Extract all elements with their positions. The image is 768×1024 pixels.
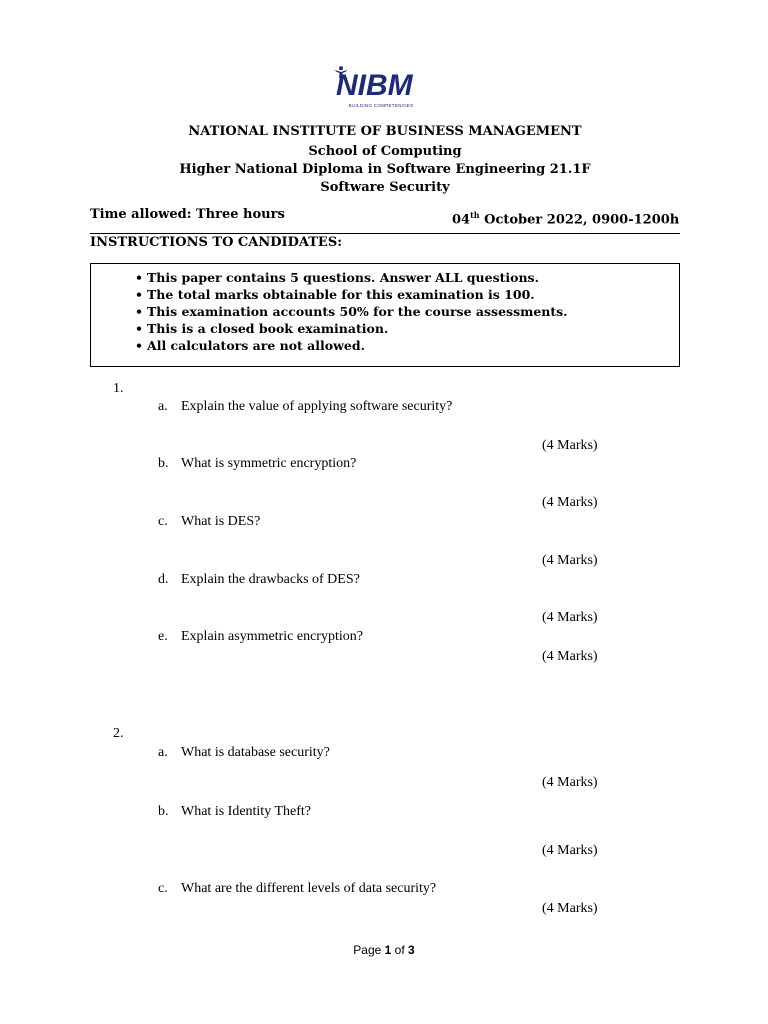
- instruction-item: • This is a closed book examination.: [135, 320, 568, 337]
- instruction-item: • The total marks obtainable for this examination is 100.: [135, 286, 568, 303]
- exam-date: 04th October 2022, 0900-1200h: [452, 210, 680, 228]
- instruction-item: • All calculators are not allowed.: [135, 337, 568, 354]
- logo-wordmark: NIBM: [336, 69, 413, 102]
- instructions-heading: INSTRUCTIONS TO CANDIDATES:: [90, 235, 343, 250]
- marks-label: (4 Marks): [542, 901, 598, 916]
- question-part: b. What is Identity Theft?: [158, 804, 311, 819]
- marks-label: (4 Marks): [542, 553, 598, 568]
- subject-name: Software Security: [320, 180, 450, 195]
- marks-label: (4 Marks): [542, 495, 598, 510]
- marks-label: (4 Marks): [542, 649, 598, 664]
- institute-name: NATIONAL INSTITUTE OF BUSINESS MANAGEMENT: [188, 124, 582, 139]
- question-part: c. What is DES?: [158, 514, 261, 529]
- nibm-logo: [330, 66, 426, 112]
- question-part: b. What is symmetric encryption?: [158, 456, 357, 471]
- marks-label: (4 Marks): [542, 610, 598, 625]
- question-part: e. Explain asymmetric encryption?: [158, 629, 363, 644]
- marks-label: (4 Marks): [542, 843, 598, 858]
- school-name: School of Computing: [308, 144, 462, 159]
- question-part: a. Explain the value of applying software security?: [158, 399, 453, 414]
- question-number: 1.: [113, 381, 124, 396]
- instruction-item: • This paper contains 5 questions. Answer ALL questions.: [135, 269, 568, 286]
- marks-label: (4 Marks): [542, 438, 598, 453]
- question-part: c. What are the different levels of data security?: [158, 881, 437, 896]
- programme-name: Higher National Diploma in Software Engineering 21.1F: [179, 162, 591, 177]
- page-number: Page 1 of 3: [353, 943, 415, 957]
- logo-tagline: BUILDING COMPETENCIES: [348, 103, 414, 108]
- instruction-item: • This examination accounts 50% for the course assessments.: [135, 303, 568, 320]
- question-number: 2.: [113, 726, 124, 741]
- question-part: d. Explain the drawbacks of DES?: [158, 572, 360, 587]
- time-allowed: Time allowed: Three hours: [90, 207, 285, 222]
- instructions-list: [135, 269, 568, 354]
- question-part: a. What is database security?: [158, 745, 330, 760]
- instructions-box: [90, 263, 680, 367]
- marks-label: (4 Marks): [542, 775, 598, 790]
